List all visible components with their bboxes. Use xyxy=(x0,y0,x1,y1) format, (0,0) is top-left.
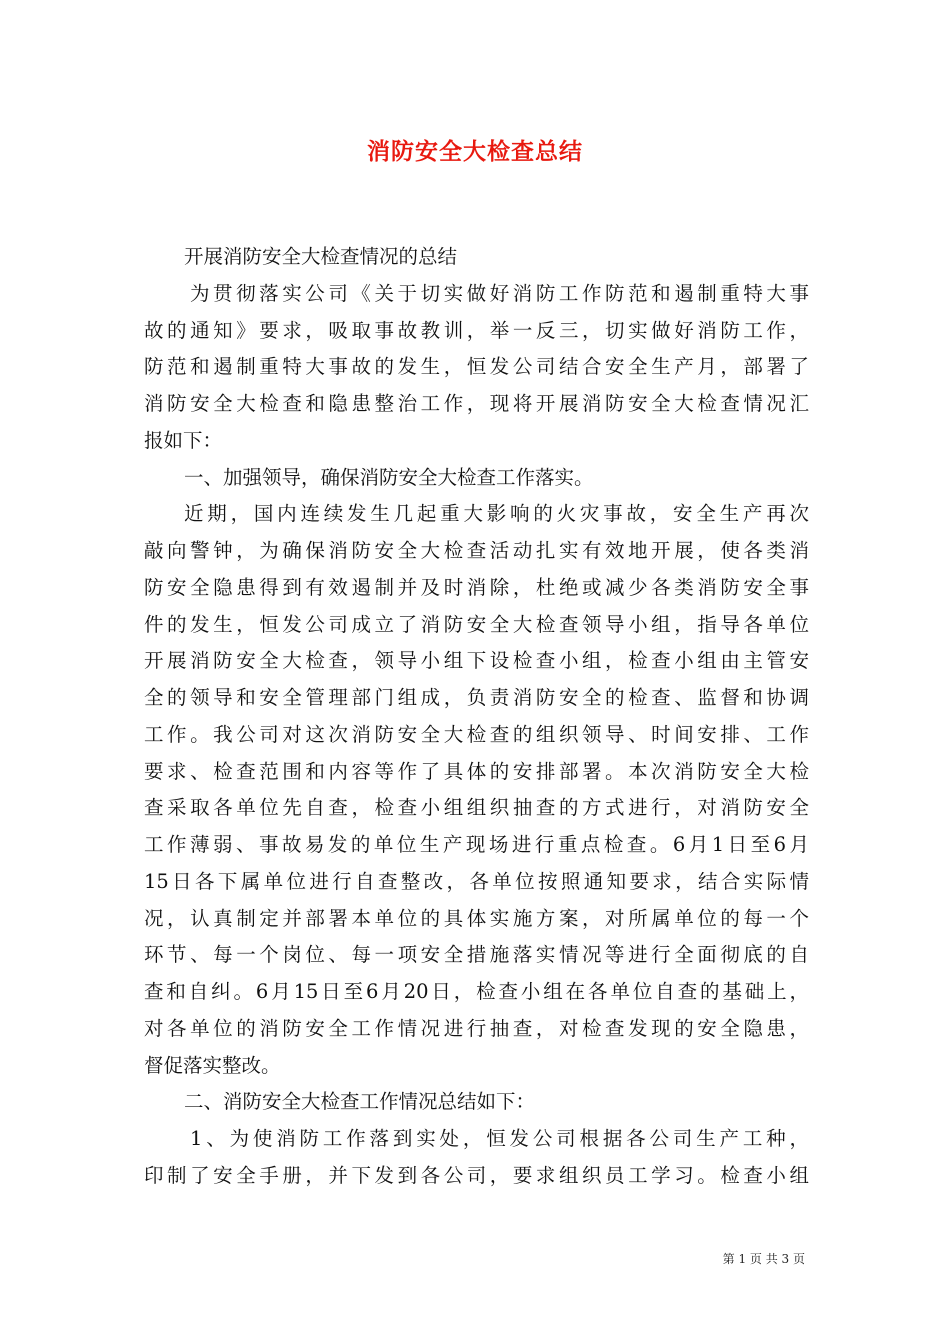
paragraph-line: 查和自纠。6月15日至6月20日，检查小组在各单位自查的基础上， xyxy=(144,980,809,1003)
paragraph-line: 防范和遏制重特大事故的发生，恒发公司结合安全生产月，部署了 xyxy=(144,355,809,379)
paragraph-line: 对各单位的消防安全工作情况进行抽查，对检查发现的安全隐患， xyxy=(144,1016,809,1040)
paragraph-line: 报如下： xyxy=(144,428,223,452)
paragraph-line: 15日各下属单位进行自查整改，各单位按照通知要求，结合实际情 xyxy=(144,869,809,893)
paragraph-line: 印制了安全手册，并下发到各公司，要求组织员工学习。检查小组 xyxy=(144,1163,809,1187)
paragraph-line: 工作薄弱、事故易发的单位生产现场进行重点检查。6月1日至6月 xyxy=(144,833,809,856)
paragraph-line: 消防安全大检查和隐患整治工作，现将开展消防安全大检查情况汇 xyxy=(144,392,809,415)
paragraph-line: 要求、检查范围和内容等作了具体的安排部署。本次消防安全大检 xyxy=(144,759,809,783)
paragraph-line: 督促落实整改。 xyxy=(144,1053,281,1077)
paragraph-line: 全的领导和安全管理部门组成，负责消防安全的检查、监督和协调 xyxy=(144,686,809,709)
paragraph-line: 况，认真制定并部署本单位的具体实施方案，对所属单位的每一个 xyxy=(144,906,809,930)
paragraph-line: 近期，国内连续发生几起重大影响的火灾事故，安全生产再次 xyxy=(184,502,809,526)
section-heading: 一、加强领导，确保消防安全大检查工作落实。 xyxy=(184,465,594,489)
paragraph-line: 环节、每一个岗位、每一项安全措施落实情况等进行全面彻底的自 xyxy=(144,943,809,967)
paragraph-line: 件的发生，恒发公司成立了消防安全大检查领导小组，指导各单位 xyxy=(144,612,809,636)
document-title: 消防安全大检查总结 xyxy=(367,138,583,165)
paragraph-line: 防安全隐患得到有效遏制并及时消除，杜绝或减少各类消防安全事 xyxy=(144,575,809,599)
paragraph-line: 敲向警钟，为确保消防安全大检查活动扎实有效地开展，使各类消 xyxy=(144,539,809,562)
paragraph-line: 查采取各单位先自查，检查小组组织抽查的方式进行，对消防安全 xyxy=(144,796,809,820)
page-number: 第 1 页 共 3 页 xyxy=(722,1252,805,1266)
paragraph-line: 故的通知》要求，吸取事故教训，举一反三，切实做好消防工作， xyxy=(144,318,809,342)
document-body xyxy=(144,239,809,1195)
section-heading: 开展消防安全大检查情况的总结 xyxy=(184,245,458,268)
section-heading: 二、消防安全大检查工作情况总结如下： xyxy=(184,1090,536,1114)
paragraph-line: 1、为使消防工作落到实处，恒发公司根据各公司生产工种， xyxy=(190,1127,809,1150)
paragraph-line: 工作。我公司对这次消防安全大检查的组织领导、时间安排、工作 xyxy=(144,722,809,746)
paragraph-line: 为贯彻落实公司《关于切实做好消防工作防范和遏制重特大事 xyxy=(190,281,809,305)
paragraph-line: 开展消防安全大检查，领导小组下设检查小组，检查小组由主管安 xyxy=(144,649,809,673)
